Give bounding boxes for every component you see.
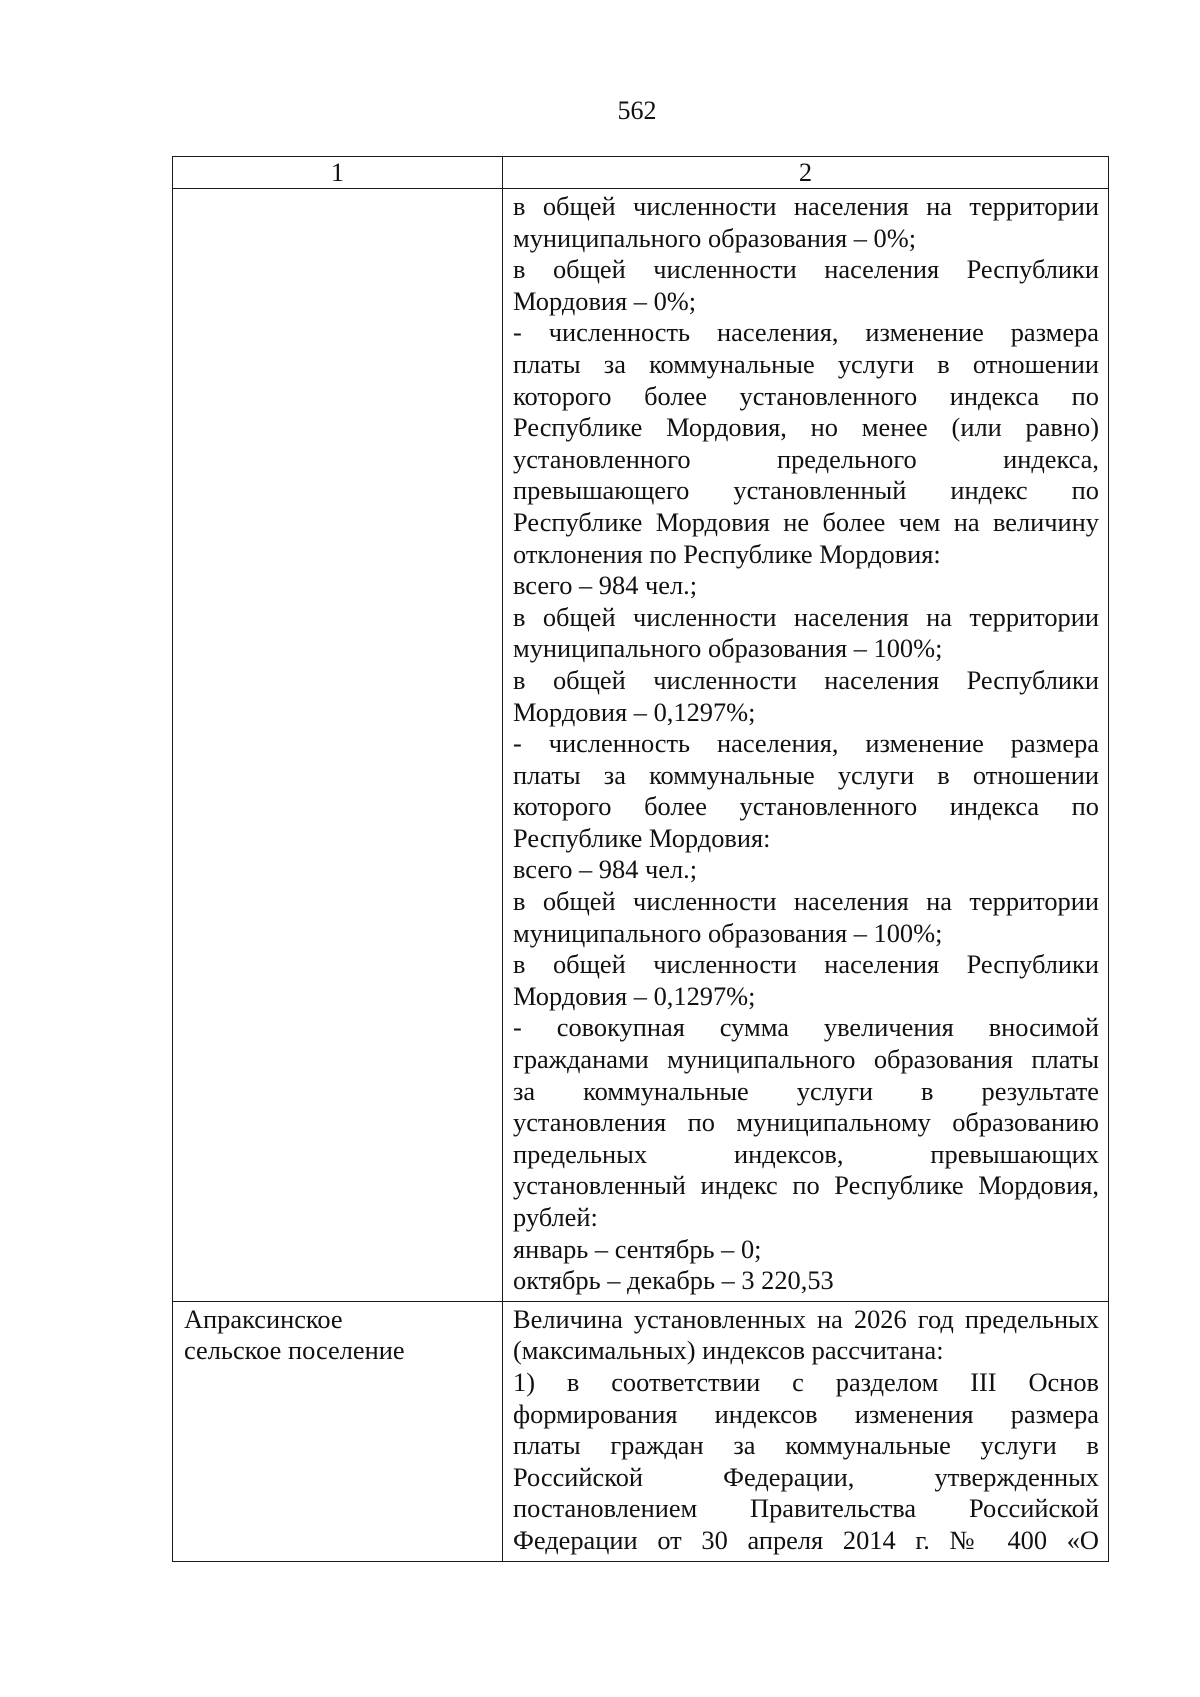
cell-text-line: за коммунальные услуги в результате (513, 1075, 1099, 1106)
cell-text-line: в общей численности населения Республики (513, 949, 1099, 980)
cell-text-line: предельных индексов, превышающих (513, 1138, 1099, 1169)
cell-text-line: в общей численности населения Республики (513, 254, 1099, 285)
cell-text-line: платы за коммунальные услуги в отношении (513, 348, 1099, 379)
document-table (172, 156, 1109, 1562)
cell-text-line: постановлением Правительства Российской (513, 1493, 1099, 1524)
cell-text-line: январь – сентябрь – 0; (513, 1233, 762, 1264)
cell-text-line: которого более установленного индекса по (513, 791, 1099, 822)
cell-text-line: превышающего установленный индекс по (513, 475, 1099, 506)
table-row (173, 189, 1109, 1302)
cell-text-line: Мордовия – 0,1297%; (513, 696, 756, 727)
cell-text-line: - совокупная сумма увеличения вносимой (513, 1012, 1099, 1043)
cell-text-line: которого более установленного индекса по (513, 380, 1099, 411)
cell-text-line: (максимальных) индексов рассчитана: (513, 1335, 944, 1366)
cell-text-line: муниципального образования – 0%; (513, 222, 917, 253)
cell-text-line: Мордовия – 0%; (513, 285, 697, 316)
cell-text-line: формирования индексов изменения размера (513, 1398, 1099, 1429)
cell-text-line: платы за коммунальные услуги в отношении (513, 759, 1099, 790)
cell-text-line: установленный индекс по Республике Мордовия, (513, 1170, 1099, 1201)
cell-text-line: в общей численности населения Республики (513, 664, 1099, 695)
cell-text-line: - численность населения, изменение размера (513, 728, 1099, 759)
cell-text-line: Мордовия – 0,1297%; (513, 980, 756, 1011)
column-header-2: 2 (503, 157, 1109, 189)
cell-text-line: всего – 984 чел.; (513, 854, 698, 885)
table-row (173, 1301, 1109, 1561)
cell-text-line: отклонения по Республике Мордовия: (513, 538, 941, 569)
row1-col2-cell (503, 189, 1109, 1302)
row2-col2-cell (503, 1301, 1109, 1561)
cell-text-line: всего – 984 чел.; (513, 570, 698, 601)
cell-text-line: Республике Мордовия не более чем на величину (513, 506, 1099, 537)
settlement-name-line: Апраксинское (184, 1303, 343, 1334)
cell-text-line: установления по муниципальному образованию (513, 1107, 1099, 1138)
cell-text-line: Республике Мордовия: (513, 822, 771, 853)
row2-col1-cell (173, 1301, 503, 1561)
row1-col1-cell (173, 189, 503, 1302)
cell-text-line: в общей численности населения на территории (513, 191, 1099, 221)
cell-text-line: муниципального образования – 100%; (513, 917, 943, 948)
column-header-1: 1 (173, 157, 503, 189)
settlement-name-line: сельское поселение (184, 1335, 405, 1366)
cell-text-line: октябрь – декабрь – 3 220,53 (513, 1265, 834, 1296)
cell-text-line: Величина установленных на 2026 год предельных (513, 1303, 1099, 1334)
cell-text-line: гражданами муниципального образования платы (513, 1044, 1099, 1075)
cell-text-line: 1) в соответствии с разделом III Основ (513, 1366, 1099, 1397)
cell-text-line: платы граждан за коммунальные услуги в (513, 1430, 1099, 1461)
cell-text-line: - численность населения, изменение размера (513, 317, 1099, 348)
cell-text-line: в общей численности населения на территории (513, 886, 1099, 917)
cell-text-line: Республике Мордовия, но менее (или равно) (513, 412, 1099, 443)
table-header-row (173, 157, 1109, 189)
cell-text-line: Федерации от 30 апреля 2014 г. № 400 «О (513, 1524, 1099, 1555)
page-number: 562 (617, 96, 657, 125)
cell-text-line: Российской Федерации, утвержденных (513, 1461, 1099, 1492)
cell-text-line: в общей численности населения на территории (513, 601, 1099, 632)
cell-text-line: муниципального образования – 100%; (513, 633, 943, 664)
cell-text-line: рублей: (513, 1202, 598, 1232)
cell-text-line: установленного предельного индекса, (513, 443, 1099, 474)
